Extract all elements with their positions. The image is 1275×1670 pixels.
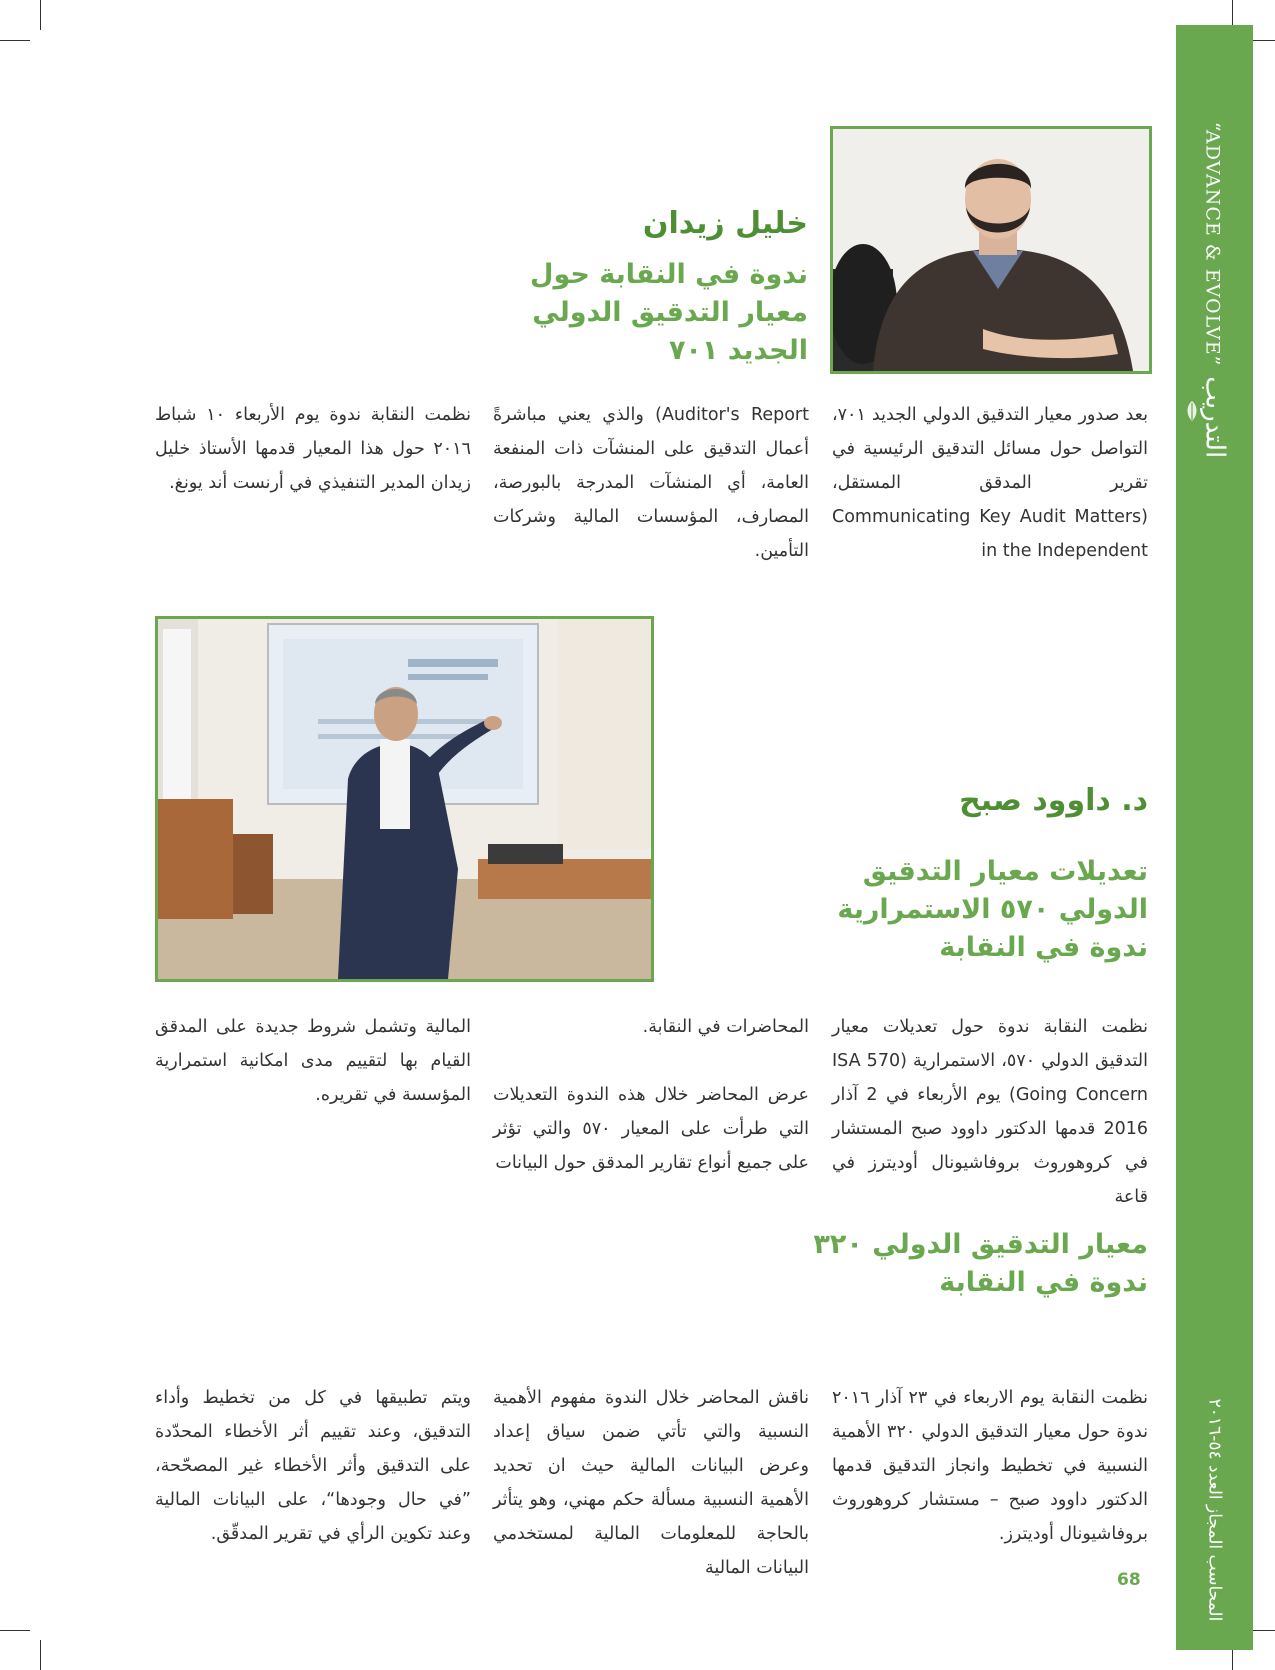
section-title-en: “ADVANCE & EVOLVE” <box>1201 121 1224 367</box>
article2-column2-para2: عرض المحاضر خلال هذه الندوة التعديلات التي طرأت على المعيار ٥٧٠ والتي تؤثر على جميع أنواع تقارير المدقق حول البيانات <box>493 1085 809 1173</box>
article2-column3: المالية وتشمل شروط جديدة على المدقق القيام بها لتقييم مدى امكانية استمرارية المؤسسة في تقريره. <box>155 1017 471 1105</box>
article2-column2-para1: المحاضرات في النقابة. <box>642 1017 809 1037</box>
section-sidebar <box>1176 25 1253 1650</box>
article1-title-line3: الجديد ٧٠١ <box>668 335 808 366</box>
article3-column2: ناقش المحاضر خلال الندوة مفهوم الأهمية النسبية والتي تأتي ضمن سياق إعداد وعرض البيانات المالية حيث ان تحديد الأهمية النسبية مسألة حكم مهني، وهو يتأثر بالحاجة للمعلومات المالية لمستخدمي البيانات المالية <box>493 1388 809 1578</box>
crop-mark <box>0 40 30 41</box>
article2-title-line2: الدولي ٥٧٠ الاستمرارية <box>837 894 1148 925</box>
page-number: 68 <box>1117 1570 1141 1590</box>
article1-column1: بعد صدور معيار التدقيق الدولي الجديد ٧٠١، التواصل حول مسائل التدقيق الرئيسية في تقرير المدقق المستقل، (Communicating Key Audit Matters in the Independent <box>832 405 1148 561</box>
article2-title-line3: ندوة في النقابة <box>939 932 1148 963</box>
lecture-photo <box>155 616 654 982</box>
lecture-illustration <box>158 619 651 979</box>
magazine-label <box>1176 1395 1253 1625</box>
article3-column1: نظمت النقابة يوم الاربعاء في ٢٣ آذار ٢٠١٦ ندوة حول معيار التدقيق الدولي ٣٢٠ الأهمية النسبية في تخطيط وانجاز التدقيق قدمها الدكتور داوود صبح – مستشار كروهوروث بروفاشيونال أوديترز. <box>832 1388 1149 1544</box>
article3-title-line2: ندوة في النقابة <box>939 1267 1148 1298</box>
article3-title-line1: معيار التدقيق الدولي ٣٢٠ <box>813 1229 1148 1260</box>
crop-mark <box>40 1640 41 1670</box>
article2-author: د. داوود صبح <box>959 783 1148 818</box>
article1-column3: نظمت النقابة ندوة يوم الأربعاء ١٠ شباط ٢٠١٦ حول هذا المعيار قدمها الأستاذ خليل زيدان المدير التنفيذي في أرنست أند يونغ. <box>155 405 471 493</box>
portrait-photo <box>830 126 1152 374</box>
section-title-ar: التدريب <box>1199 376 1230 459</box>
portrait-illustration <box>833 129 1149 371</box>
magazine-issue: المحاسب المجاز العدد ٥٤-٢٠١٦ <box>1204 1398 1225 1622</box>
article1-author: خليل زيدان <box>642 206 808 241</box>
crop-mark <box>0 1630 30 1631</box>
article2-column1: نظمت النقابة ندوة حول تعديلات معيار التدقيق الدولي ٥٧٠، الاستمرارية (ISA 570 Going Concern) يوم الأربعاء في 2 آذار 2016 قدمها الدكتور داوود صبح المستشار في كروهوروث بروفاشيونال أوديترز في قاعة <box>832 1017 1149 1207</box>
leaf-icon <box>1184 400 1200 422</box>
crop-mark <box>40 0 41 30</box>
article1-column2: Auditor's Report) والذي يعني مباشرةً أعمال التدقيق على المنشآت ذات المنفعة العامة، أي المنشآت المدرجة بالبورصة، المصارف، المؤسسات المالية وشركات التأمين. <box>493 405 809 561</box>
article1-title-line1: ندوة في النقابة حول <box>530 259 808 290</box>
article2-title-line1: تعديلات معيار التدقيق <box>862 856 1148 887</box>
article1-title-line2: معيار التدقيق الدولي <box>532 297 808 328</box>
article3-column3: ويتم تطبيقها في كل من تخطيط وأداء التدقيق، وعند تقييم أثر الأخطاء المحدّدة على التدقيق وأثر الأخطاء غير المصحّحة، ”في حال وجودها“، على البيانات المالية وعند تكوين الرأي في تقرير المدقّق. <box>155 1388 471 1544</box>
